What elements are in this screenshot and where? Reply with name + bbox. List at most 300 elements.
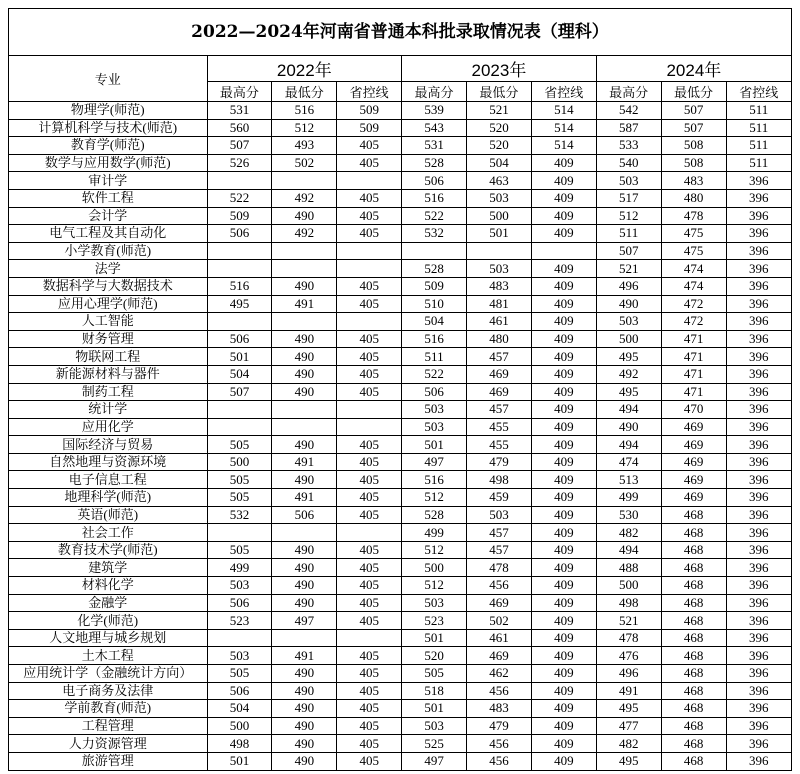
score-cell: 468 bbox=[661, 665, 726, 683]
score-cell: 457 bbox=[467, 524, 532, 542]
score-cell bbox=[272, 524, 337, 542]
table-row bbox=[9, 629, 791, 647]
score-cell: 490 bbox=[272, 665, 337, 683]
major-column-header: 专业 bbox=[9, 56, 207, 102]
score-cell: 468 bbox=[661, 506, 726, 524]
score-cell: 409 bbox=[531, 665, 596, 683]
score-cell: 396 bbox=[726, 752, 791, 769]
major-name-cell: 金融学 bbox=[9, 594, 207, 612]
major-name-cell: 电子信息工程 bbox=[9, 471, 207, 489]
score-cell bbox=[272, 172, 337, 190]
score-cell: 456 bbox=[467, 752, 532, 769]
major-name-cell: 人力资源管理 bbox=[9, 735, 207, 753]
score-cell: 457 bbox=[467, 401, 532, 419]
min-score-header: 最低分 bbox=[467, 82, 532, 102]
table-row bbox=[9, 119, 791, 137]
score-cell: 396 bbox=[726, 612, 791, 630]
score-cell: 409 bbox=[531, 735, 596, 753]
score-cell: 480 bbox=[467, 330, 532, 348]
score-cell: 507 bbox=[661, 119, 726, 137]
score-cell: 522 bbox=[207, 189, 272, 207]
score-cell: 396 bbox=[726, 260, 791, 278]
score-cell: 501 bbox=[402, 629, 467, 647]
score-cell: 479 bbox=[467, 717, 532, 735]
score-cell: 396 bbox=[726, 172, 791, 190]
score-cell: 520 bbox=[467, 137, 532, 155]
major-name-cell: 数据科学与大数据技术 bbox=[9, 277, 207, 295]
table-row bbox=[9, 471, 791, 489]
score-cell: 469 bbox=[467, 365, 532, 383]
score-cell: 499 bbox=[207, 559, 272, 577]
score-cell: 490 bbox=[272, 207, 337, 225]
score-cell: 468 bbox=[661, 524, 726, 542]
score-cell: 468 bbox=[661, 752, 726, 769]
score-cell: 405 bbox=[337, 225, 402, 243]
score-cell bbox=[272, 418, 337, 436]
score-cell: 469 bbox=[661, 471, 726, 489]
score-cell: 543 bbox=[402, 119, 467, 137]
score-cell: 463 bbox=[467, 172, 532, 190]
major-name-cell: 教育学(师范) bbox=[9, 137, 207, 155]
major-name-cell: 化学(师范) bbox=[9, 612, 207, 630]
score-cell: 504 bbox=[467, 154, 532, 172]
table-row bbox=[9, 242, 791, 260]
score-cell: 512 bbox=[402, 577, 467, 595]
score-cell: 518 bbox=[402, 682, 467, 700]
score-cell: 503 bbox=[402, 418, 467, 436]
score-cell: 409 bbox=[531, 647, 596, 665]
major-name-cell: 建筑学 bbox=[9, 559, 207, 577]
major-name-cell: 英语(师范) bbox=[9, 506, 207, 524]
score-cell: 409 bbox=[531, 506, 596, 524]
major-name-cell: 人工智能 bbox=[9, 313, 207, 331]
score-cell: 523 bbox=[402, 612, 467, 630]
score-cell: 396 bbox=[726, 225, 791, 243]
score-cell: 396 bbox=[726, 559, 791, 577]
score-cell: 396 bbox=[726, 295, 791, 313]
score-cell: 474 bbox=[661, 260, 726, 278]
score-cell: 505 bbox=[207, 489, 272, 507]
score-cell bbox=[337, 629, 402, 647]
score-cell bbox=[337, 524, 402, 542]
score-cell: 490 bbox=[596, 295, 661, 313]
score-cell: 503 bbox=[467, 506, 532, 524]
table-body bbox=[9, 102, 791, 770]
score-cell: 405 bbox=[337, 365, 402, 383]
score-cell: 530 bbox=[596, 506, 661, 524]
table-row bbox=[9, 313, 791, 331]
score-cell: 506 bbox=[207, 594, 272, 612]
score-cell: 528 bbox=[402, 154, 467, 172]
score-cell: 532 bbox=[207, 506, 272, 524]
major-name-cell: 教育技术学(师范) bbox=[9, 541, 207, 559]
score-cell: 471 bbox=[661, 348, 726, 366]
score-cell: 533 bbox=[596, 137, 661, 155]
score-cell: 502 bbox=[467, 612, 532, 630]
score-cell: 396 bbox=[726, 682, 791, 700]
score-cell: 503 bbox=[402, 717, 467, 735]
table-row bbox=[9, 401, 791, 419]
score-cell: 508 bbox=[661, 154, 726, 172]
score-cell: 405 bbox=[337, 700, 402, 718]
score-cell: 455 bbox=[467, 436, 532, 454]
score-cell: 396 bbox=[726, 383, 791, 401]
score-cell: 457 bbox=[467, 348, 532, 366]
score-cell: 532 bbox=[402, 225, 467, 243]
score-cell: 405 bbox=[337, 682, 402, 700]
score-cell: 409 bbox=[531, 207, 596, 225]
score-cell: 493 bbox=[272, 137, 337, 155]
score-cell: 503 bbox=[467, 189, 532, 207]
score-cell: 409 bbox=[531, 577, 596, 595]
score-cell: 469 bbox=[661, 418, 726, 436]
major-name-cell: 土木工程 bbox=[9, 647, 207, 665]
score-cell: 409 bbox=[531, 189, 596, 207]
score-cell bbox=[337, 242, 402, 260]
score-cell: 492 bbox=[272, 225, 337, 243]
score-cell: 482 bbox=[596, 735, 661, 753]
score-cell: 409 bbox=[531, 700, 596, 718]
table-row bbox=[9, 453, 791, 471]
table-row bbox=[9, 594, 791, 612]
score-cell: 490 bbox=[272, 330, 337, 348]
score-cell: 500 bbox=[207, 453, 272, 471]
score-cell: 491 bbox=[272, 647, 337, 665]
score-cell: 469 bbox=[467, 383, 532, 401]
score-cell: 409 bbox=[531, 489, 596, 507]
score-cell: 471 bbox=[661, 383, 726, 401]
score-cell: 509 bbox=[207, 207, 272, 225]
score-cell: 455 bbox=[467, 418, 532, 436]
score-cell bbox=[272, 401, 337, 419]
score-cell bbox=[402, 242, 467, 260]
table-row bbox=[9, 436, 791, 454]
score-cell: 405 bbox=[337, 436, 402, 454]
score-cell: 396 bbox=[726, 348, 791, 366]
max-score-header: 最高分 bbox=[402, 82, 467, 102]
score-cell: 468 bbox=[661, 577, 726, 595]
score-cell: 507 bbox=[207, 137, 272, 155]
table-row bbox=[9, 506, 791, 524]
table-row bbox=[9, 260, 791, 278]
score-cell: 468 bbox=[661, 612, 726, 630]
table-row bbox=[9, 682, 791, 700]
score-cell: 503 bbox=[467, 260, 532, 278]
score-cell: 516 bbox=[402, 471, 467, 489]
score-cell: 506 bbox=[402, 383, 467, 401]
score-cell: 480 bbox=[661, 189, 726, 207]
major-name-cell: 制药工程 bbox=[9, 383, 207, 401]
score-cell: 505 bbox=[207, 471, 272, 489]
score-cell: 503 bbox=[402, 401, 467, 419]
score-cell: 474 bbox=[661, 277, 726, 295]
score-cell bbox=[272, 629, 337, 647]
score-cell: 405 bbox=[337, 154, 402, 172]
major-name-cell: 社会工作 bbox=[9, 524, 207, 542]
score-cell: 409 bbox=[531, 752, 596, 769]
score-cell bbox=[337, 260, 402, 278]
table-row bbox=[9, 365, 791, 383]
score-cell: 405 bbox=[337, 647, 402, 665]
table-row bbox=[9, 225, 791, 243]
admission-table-sheet bbox=[8, 8, 792, 771]
score-cell: 494 bbox=[596, 436, 661, 454]
score-cell bbox=[272, 242, 337, 260]
score-cell bbox=[337, 172, 402, 190]
score-cell: 483 bbox=[661, 172, 726, 190]
score-cell: 490 bbox=[272, 277, 337, 295]
score-cell: 405 bbox=[337, 577, 402, 595]
score-cell: 405 bbox=[337, 348, 402, 366]
score-cell: 505 bbox=[207, 665, 272, 683]
score-cell: 516 bbox=[402, 189, 467, 207]
score-cell bbox=[467, 242, 532, 260]
score-cell: 514 bbox=[531, 102, 596, 120]
score-cell: 501 bbox=[467, 225, 532, 243]
score-cell: 491 bbox=[272, 295, 337, 313]
score-cell: 495 bbox=[207, 295, 272, 313]
score-cell: 457 bbox=[467, 541, 532, 559]
table-row bbox=[9, 541, 791, 559]
score-cell bbox=[207, 401, 272, 419]
score-cell: 508 bbox=[661, 137, 726, 155]
score-cell: 396 bbox=[726, 471, 791, 489]
score-cell: 396 bbox=[726, 647, 791, 665]
score-cell: 472 bbox=[661, 295, 726, 313]
score-cell: 477 bbox=[596, 717, 661, 735]
score-cell: 516 bbox=[402, 330, 467, 348]
score-cell: 396 bbox=[726, 330, 791, 348]
score-cell: 468 bbox=[661, 682, 726, 700]
score-cell: 501 bbox=[207, 752, 272, 769]
score-cell: 505 bbox=[402, 665, 467, 683]
score-cell: 516 bbox=[272, 102, 337, 120]
min-score-header: 最低分 bbox=[661, 82, 726, 102]
score-cell bbox=[207, 524, 272, 542]
score-cell: 495 bbox=[596, 383, 661, 401]
year-header-2024: 2024年 bbox=[596, 56, 791, 82]
score-cell: 478 bbox=[467, 559, 532, 577]
score-cell: 499 bbox=[596, 489, 661, 507]
table-row bbox=[9, 295, 791, 313]
score-cell: 456 bbox=[467, 682, 532, 700]
major-name-cell: 应用化学 bbox=[9, 418, 207, 436]
score-cell: 495 bbox=[596, 752, 661, 769]
score-cell: 468 bbox=[661, 629, 726, 647]
major-name-cell: 新能源材料与器件 bbox=[9, 365, 207, 383]
major-name-cell: 法学 bbox=[9, 260, 207, 278]
score-cell: 409 bbox=[531, 559, 596, 577]
score-cell bbox=[337, 313, 402, 331]
year-header-2022: 2022年 bbox=[207, 56, 402, 82]
admission-table bbox=[9, 56, 791, 770]
major-name-cell: 会计学 bbox=[9, 207, 207, 225]
score-cell: 526 bbox=[207, 154, 272, 172]
score-cell: 490 bbox=[272, 752, 337, 769]
score-cell: 409 bbox=[531, 612, 596, 630]
major-name-cell: 材料化学 bbox=[9, 577, 207, 595]
score-cell: 494 bbox=[596, 401, 661, 419]
score-cell: 531 bbox=[207, 102, 272, 120]
score-cell: 409 bbox=[531, 629, 596, 647]
score-cell: 502 bbox=[272, 154, 337, 172]
score-cell: 396 bbox=[726, 735, 791, 753]
score-cell: 490 bbox=[272, 700, 337, 718]
score-cell: 409 bbox=[531, 401, 596, 419]
score-cell: 481 bbox=[467, 295, 532, 313]
score-cell: 542 bbox=[596, 102, 661, 120]
score-cell: 504 bbox=[207, 365, 272, 383]
score-cell: 498 bbox=[207, 735, 272, 753]
score-cell: 560 bbox=[207, 119, 272, 137]
score-cell: 396 bbox=[726, 436, 791, 454]
score-cell: 491 bbox=[272, 489, 337, 507]
score-cell: 517 bbox=[596, 189, 661, 207]
score-cell: 520 bbox=[467, 119, 532, 137]
control-line-header: 省控线 bbox=[531, 82, 596, 102]
score-cell: 475 bbox=[661, 242, 726, 260]
major-name-cell: 审计学 bbox=[9, 172, 207, 190]
max-score-header: 最高分 bbox=[596, 82, 661, 102]
score-cell: 396 bbox=[726, 453, 791, 471]
score-cell: 490 bbox=[272, 541, 337, 559]
score-cell: 510 bbox=[402, 295, 467, 313]
table-row bbox=[9, 102, 791, 120]
score-cell bbox=[272, 313, 337, 331]
score-cell: 405 bbox=[337, 541, 402, 559]
score-cell: 405 bbox=[337, 277, 402, 295]
control-line-header: 省控线 bbox=[337, 82, 402, 102]
score-cell: 405 bbox=[337, 207, 402, 225]
major-name-cell: 应用统计学（金融统计方向） bbox=[9, 665, 207, 683]
score-cell: 490 bbox=[272, 577, 337, 595]
score-cell bbox=[207, 260, 272, 278]
score-cell: 490 bbox=[272, 735, 337, 753]
major-name-cell: 工程管理 bbox=[9, 717, 207, 735]
score-cell: 405 bbox=[337, 453, 402, 471]
score-cell: 503 bbox=[596, 172, 661, 190]
table-row bbox=[9, 189, 791, 207]
score-cell: 514 bbox=[531, 119, 596, 137]
score-cell: 396 bbox=[726, 577, 791, 595]
score-cell: 495 bbox=[596, 348, 661, 366]
score-cell: 396 bbox=[726, 242, 791, 260]
table-row bbox=[9, 418, 791, 436]
score-cell bbox=[207, 418, 272, 436]
score-cell: 490 bbox=[272, 383, 337, 401]
score-cell bbox=[207, 313, 272, 331]
score-cell: 409 bbox=[531, 313, 596, 331]
score-cell: 531 bbox=[402, 137, 467, 155]
score-cell: 409 bbox=[531, 365, 596, 383]
score-cell: 479 bbox=[467, 453, 532, 471]
score-cell: 468 bbox=[661, 700, 726, 718]
score-cell: 513 bbox=[596, 471, 661, 489]
score-cell: 511 bbox=[726, 154, 791, 172]
table-row bbox=[9, 154, 791, 172]
score-cell: 469 bbox=[467, 594, 532, 612]
score-cell: 500 bbox=[596, 330, 661, 348]
score-cell: 396 bbox=[726, 665, 791, 683]
score-cell: 501 bbox=[402, 700, 467, 718]
score-cell: 511 bbox=[596, 225, 661, 243]
score-cell: 523 bbox=[207, 612, 272, 630]
score-cell: 525 bbox=[402, 735, 467, 753]
score-cell: 491 bbox=[596, 682, 661, 700]
score-cell: 506 bbox=[207, 225, 272, 243]
score-cell: 511 bbox=[726, 119, 791, 137]
table-row bbox=[9, 717, 791, 735]
score-cell: 409 bbox=[531, 524, 596, 542]
score-cell: 497 bbox=[402, 752, 467, 769]
major-name-cell: 电气工程及其自动化 bbox=[9, 225, 207, 243]
score-cell: 469 bbox=[467, 647, 532, 665]
score-cell: 521 bbox=[596, 260, 661, 278]
table-row bbox=[9, 207, 791, 225]
major-name-cell: 旅游管理 bbox=[9, 752, 207, 769]
major-name-cell: 物理学(师范) bbox=[9, 102, 207, 120]
score-cell: 507 bbox=[207, 383, 272, 401]
score-cell: 405 bbox=[337, 383, 402, 401]
score-cell bbox=[337, 418, 402, 436]
table-row bbox=[9, 172, 791, 190]
score-cell: 468 bbox=[661, 541, 726, 559]
score-cell: 409 bbox=[531, 594, 596, 612]
score-cell: 469 bbox=[661, 489, 726, 507]
score-cell: 495 bbox=[596, 700, 661, 718]
score-cell: 504 bbox=[207, 700, 272, 718]
score-cell: 405 bbox=[337, 489, 402, 507]
score-cell: 501 bbox=[207, 348, 272, 366]
score-cell: 496 bbox=[596, 665, 661, 683]
major-name-cell: 应用心理学(师范) bbox=[9, 295, 207, 313]
score-cell: 468 bbox=[661, 647, 726, 665]
score-cell: 409 bbox=[531, 260, 596, 278]
score-cell: 456 bbox=[467, 735, 532, 753]
score-cell bbox=[207, 242, 272, 260]
score-cell: 503 bbox=[402, 594, 467, 612]
score-cell: 514 bbox=[531, 137, 596, 155]
score-cell bbox=[272, 260, 337, 278]
table-title: 2022—2024年河南省普通本科批录取情况表（理科） bbox=[9, 9, 791, 56]
score-cell: 505 bbox=[207, 541, 272, 559]
major-name-cell: 地理科学(师范) bbox=[9, 489, 207, 507]
score-cell: 468 bbox=[661, 717, 726, 735]
score-cell: 396 bbox=[726, 506, 791, 524]
score-cell: 491 bbox=[272, 453, 337, 471]
score-cell bbox=[531, 242, 596, 260]
score-cell: 409 bbox=[531, 418, 596, 436]
score-cell: 474 bbox=[596, 453, 661, 471]
score-cell: 468 bbox=[661, 594, 726, 612]
score-cell: 490 bbox=[272, 436, 337, 454]
score-cell: 490 bbox=[272, 682, 337, 700]
score-cell: 409 bbox=[531, 277, 596, 295]
score-cell: 405 bbox=[337, 752, 402, 769]
score-cell: 505 bbox=[207, 436, 272, 454]
score-cell: 405 bbox=[337, 665, 402, 683]
score-cell: 503 bbox=[596, 313, 661, 331]
score-cell: 492 bbox=[596, 365, 661, 383]
table-row bbox=[9, 524, 791, 542]
table-row bbox=[9, 559, 791, 577]
score-cell: 511 bbox=[726, 102, 791, 120]
score-cell: 462 bbox=[467, 665, 532, 683]
score-cell: 482 bbox=[596, 524, 661, 542]
score-cell: 405 bbox=[337, 735, 402, 753]
score-cell: 405 bbox=[337, 612, 402, 630]
score-cell: 499 bbox=[402, 524, 467, 542]
